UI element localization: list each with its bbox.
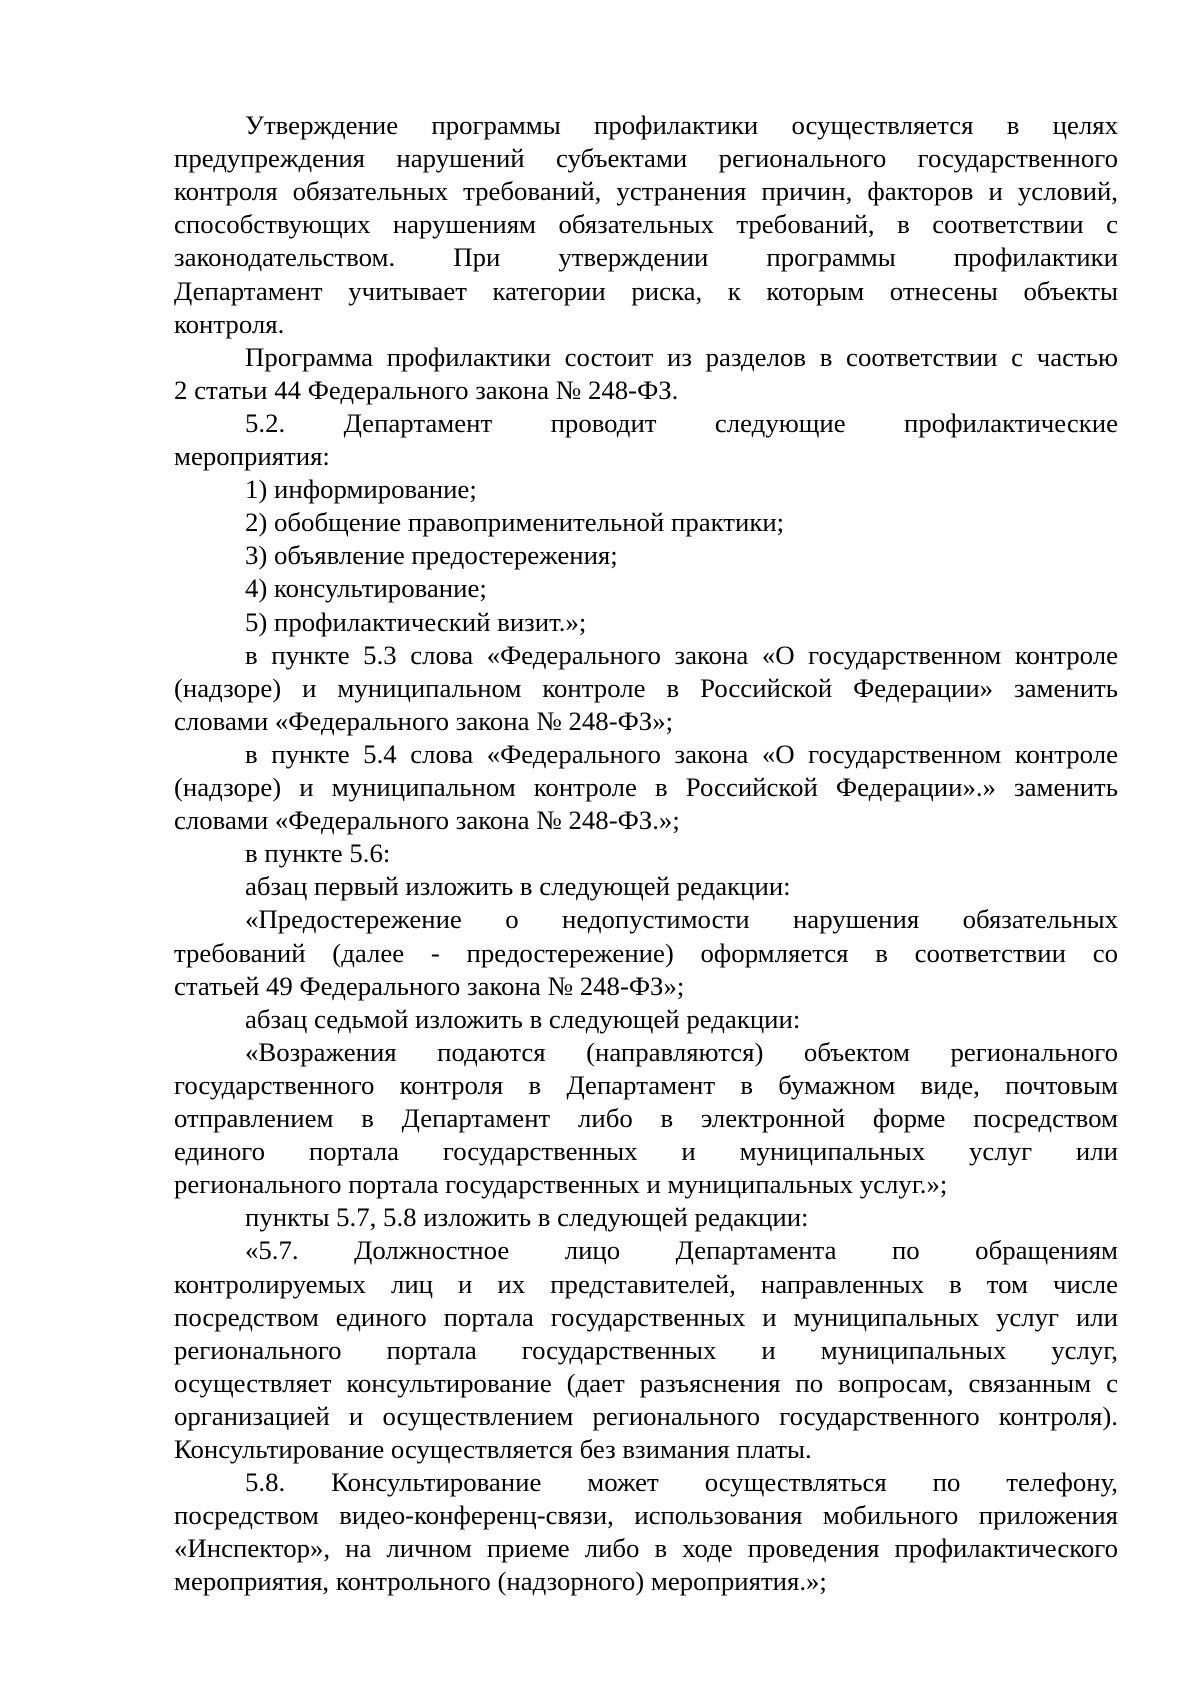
text-line: контролируемых лиц и их представителей, направленных в том числе [174,1268,1118,1299]
text-line: Утверждение программы профилактики осуществляется в целях [245,110,1118,140]
text-line: абзац седьмой изложить в следующей редакции: [245,1003,801,1034]
text-line: отправлением в Департамент либо в электронной форме посредством [174,1103,1118,1133]
text-line: «Возражения подаются (направляются) объектом регионального [245,1036,1118,1067]
text-line: 3) объявление предостережения; [245,540,618,571]
text-line: 2 статьи 44 Федерального закона № 248-ФЗ. [174,374,679,405]
text-line: словами «Федерального закона № 248-ФЗ»; [174,705,674,736]
text-line: Консультирование осуществляется без взимания платы. [174,1434,812,1464]
text-line: 5) профилактический визит.»; [245,606,587,637]
text-line: Программа профилактики состоит из разделов в соответствии с частью [245,341,1118,372]
text-line: посредством видео-конференц-связи, использования мобильного приложения [174,1500,1118,1531]
text-line: организацией и осуществлением регионального государственного контроля). [174,1400,1118,1431]
text-line: единого портала государственных и муниципальных услуг или [174,1136,1118,1167]
text-line: регионального портала государственных и муниципальных услуг, [174,1334,1118,1365]
text-line: законодательством. При утверждении программы профилактики [174,242,1118,273]
text-line: контроля. [174,308,285,339]
text-line: в пункте 5.6: [245,838,391,869]
text-line: государственного контроля в Департамент в бумажном виде, почтовым [174,1069,1118,1100]
text-line: словами «Федерального закона № 248-ФЗ.»; [174,805,680,836]
text-line: требований (далее - предостережение) оформляется в соответствии со [174,937,1118,968]
text-line: «Инспектор», на личном приеме либо в ходе проведения профилактического [174,1533,1118,1564]
text-line: (надзоре) и муниципальном контроле в Российской Федерации».» заменить [174,772,1118,802]
text-line: способствующих нарушениям обязательных требований, в соответствии с [174,209,1118,240]
text-line: в пункте 5.4 слова «Федерального закона «О государственном контроле [245,738,1118,769]
text-line: предупреждения нарушений субъектами регионального государственного [174,143,1118,174]
text-line: 5.8. Консультирование может осуществляться по телефону, [245,1467,1118,1498]
text-line: 1) информирование; [245,474,477,505]
text-line: контроля обязательных требований, устранения причин, факторов и условий, [174,176,1118,207]
text-line: Департамент учитывает категории риска, к которым отнесены объекты [174,275,1118,306]
text-line: осуществляет консультирование (дает разъяснения по вопросам, связанным с [174,1367,1118,1398]
text-line: «Предостережение о недопустимости нарушения обязательных [245,904,1118,935]
text-line: абзац первый изложить в следующей редакции: [245,871,791,902]
text-line: статьей 49 Федерального закона № 248-ФЗ»; [174,970,685,1001]
text-line: 4) консультирование; [245,573,487,604]
text-line: мероприятия: [174,441,330,471]
text-line: (надзоре) и муниципальном контроле в Российской Федерации» заменить [174,672,1118,703]
text-line: посредством единого портала государственных и муниципальных услуг или [174,1301,1118,1332]
text-line: 2) обобщение правоприменительной практики; [245,507,785,538]
text-line: в пункте 5.3 слова «Федерального закона «О государственном контроле [245,639,1118,670]
text-line: регионального портала государственных и муниципальных услуг.»; [174,1169,948,1200]
text-line: 5.2. Департамент проводит следующие профилактические [245,407,1118,438]
text-line: пункты 5.7, 5.8 изложить в следующей редакции: [245,1202,809,1233]
text-line: мероприятия, контрольного (надзорного) мероприятия.»; [174,1566,827,1597]
text-line: «5.7. Должностное лицо Департамента по обращениям [245,1235,1118,1266]
